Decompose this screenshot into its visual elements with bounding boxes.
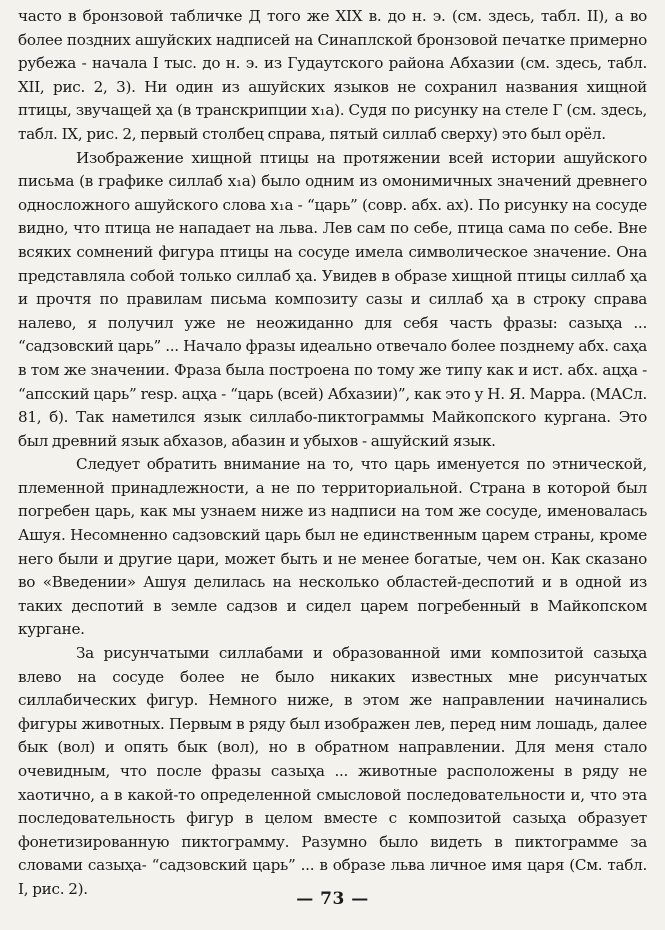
paragraph-1: часто в бронзовой табличке Д того же XIX в. до н. э. (см. здесь, табл. II), а во более поздних ашуйских надписей на Синаплской бронзовой печатке примерно рубежа - начала I тыс. до н. э. из Гудаутского района Абхазии (см. здесь, табл. XII, рис. 2, 3). Ни один из ашуйских языков не сохранил названия хищной птицы, звучащей ҳа (в транскрипции х₁а). Судя по рисунку на стеле Г (см. здесь, табл. IX, рис. 2, первый столбец справа, пятый силлаб сверху) это был орёл. <box>18 7 647 143</box>
paragraph-2: Изображение хищной птицы на протяжении всей истории ашуйского письма (в графике силлаб х₁а) было одним из омонимичных значений древнего односложного ашуйского слова х₁а - “царь” (совр. абх. ах). По рисунку на сосуде видно, что птица не нападает на льва. Лев сам по себе, птица сама по себе. Вне всяких сомнений фигура птицы на сосуде имела символическое значение. Она представляла собой только силлаб ҳа. Увидев в образе хищной птицы силлаб ҳа и прочтя по правилам письма композиту сазы и силлаб ҳа в строку справа налево, я получил уже не неожиданно для себя часть фразы: сазыҳа ... “садзовский царь” ... Начало фразы идеально отвечало более позднему абх. саҳа в том же значении. Фраза была построена по тому же типу как и ист. абх. ацҳа - “апсский царь” resp. ацҳа - “царь (всей) Абхазии)”, как это у Н. Я. Марра. (МАСл. 81, б). Так наметился язык силлабо-пиктограммы Майкопского кургана. Это был древний язык абхазов, абазин и убыхов - ашуйский язык. <box>18 148 647 450</box>
page-number: — 73 — <box>296 889 369 909</box>
paragraph-4: За рисунчатыми силлабами и образованной ими композитой сазыҳа влево на сосуде более не было никаких известных мне рисунчатых силлабических фигур. Немного ниже, в этом же направлении начинались фигуры животных. Первым в ряду был изображен лев, перед ним лошадь, далее бык (вол) и опять бык (вол), но в обратном направлении. Для меня стало очевидным, что после фразы сазыҳа ... животные расположены в ряду не хаотично, а в какой-то определенной смысловой последовательности и, что эта последовательность фигур в целом вместе с композитой сазыҳа образует фонетизированную пиктограмму. Разумно было видеть в пиктограмме за словами сазыҳа- “садзовский царь” ... в образе льва личное имя царя (См. табл. I, рис. 2). <box>18 644 647 898</box>
paragraph-3: Следует обратить внимание на то, что царь именуется по этнической, племенной принадлежности, а не по территориальной. Страна в которой был погребен царь, как мы узнаем ниже из надписи на том же сосуде, именовалась Ашуя. Несомненно садзовский царь был не единственным царем страны, кроме него были и другие цари, может быть и не менее богатые, чем он. Как сказано во «Введении» Ашуя делилась на несколько областей-деспотий и в одной из таких деспотий в земле садзов и сидел царем погребенный в Майкопском кургане. <box>18 455 647 639</box>
